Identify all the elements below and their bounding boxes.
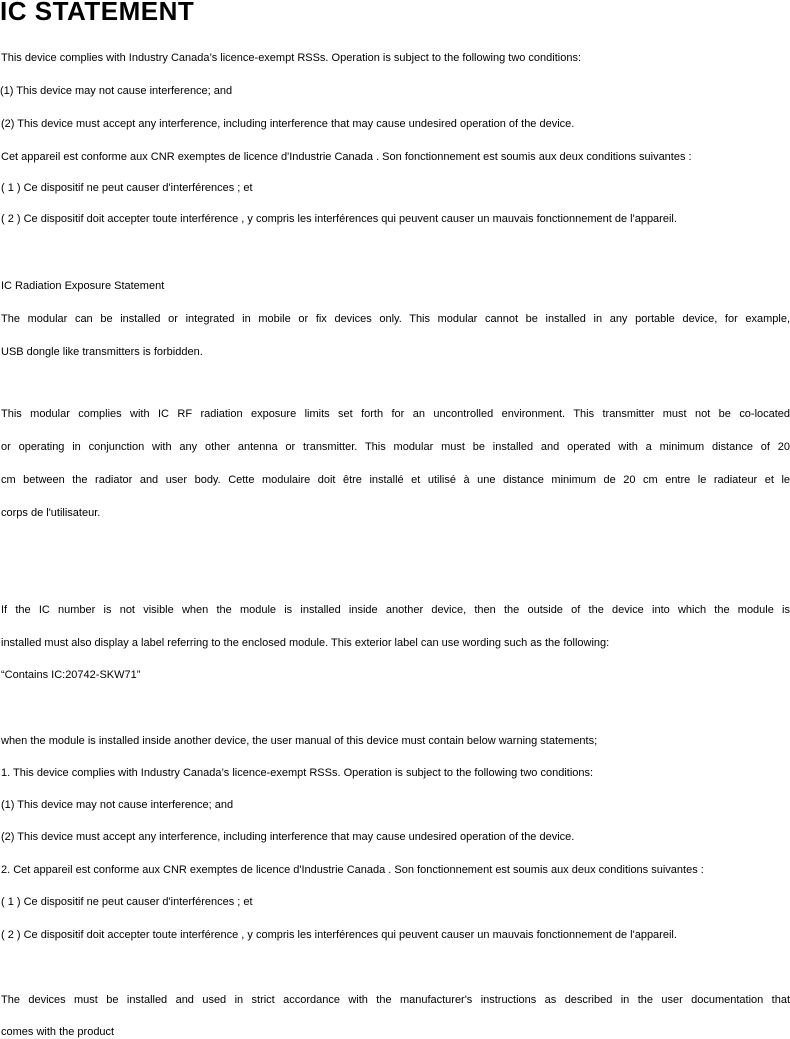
radiation-para2-line2: or operating in conjunction with any other antenna or transmitter. This modular must be installed and operated with a minimum distance of 20 (1, 441, 790, 453)
radiation-para1-line1: The modular can be installed or integrated in mobile or fix devices only. This modular cannot be installed in any portable device, for example, (1, 313, 790, 325)
closing-line1: The devices must be installed and used in strict accordance with the manufacturer's instructions as described in the user documentation that (1, 994, 790, 1006)
manual-statement-1: 1. This device complies with Industry Canada’s licence-exempt RSSs. Operation is subject to the following two conditions: (1, 767, 594, 779)
radiation-para2-line1: This modular complies with IC RF radiation exposure limits set forth for an uncontrolled environment. This transmitter must not be co-located (1, 408, 790, 420)
radiation-heading: IC Radiation Exposure Statement (1, 280, 165, 292)
ic-conditions-intro-fr: Cet appareil est conforme aux CNR exemptes de licence d'Industrie Canada . Son fonctionnement est soumis aux deux conditions suivantes : (1, 151, 692, 163)
manual-statement-1-condition-2: (2) This device must accept any interference, including interference that may cause undesired operation of the device. (1, 831, 575, 843)
ic-conditions-intro: This device complies with Industry Canada’s licence-exempt RSSs. Operation is subject to the following two conditions: (1, 52, 582, 64)
closing-line2: comes with the product (1, 1026, 115, 1038)
radiation-para2-line4: corps de l'utilisateur. (1, 507, 101, 519)
ic-condition-1: (1) This device may not cause interference; and (0, 85, 233, 97)
label-example: “Contains IC:20742-SKW71” (1, 669, 141, 681)
ic-condition-2: (2) This device must accept any interference, including interference that may cause undesired operation of the device. (1, 118, 575, 130)
label-para-line1: If the IC number is not visible when the module is installed inside another device, then the outside of the device into which the module is (1, 604, 790, 616)
ic-condition-2-fr: ( 2 ) Ce dispositif doit accepter toute interférence , y compris les interférences qui peuvent causer un mauvais fonctionnement de l'appareil. (1, 213, 677, 225)
manual-statement-2: 2. Cet appareil est conforme aux CNR exemptes de licence d'Industrie Canada . Son fonctionnement est soumis aux deux conditions suivantes : (1, 864, 704, 876)
radiation-para2-line3: cm between the radiator and user body. Cette modulaire doit être installé et utilisé à une distance minimum de 20 cm entre le radiateur et le (1, 474, 790, 486)
manual-statement-2-condition-1: ( 1 ) Ce dispositif ne peut causer d'interférences ; et (1, 896, 253, 908)
radiation-para1-line2: USB dongle like transmitters is forbidden. (1, 346, 203, 358)
manual-statement-2-condition-2: ( 2 ) Ce dispositif doit accepter toute interférence , y compris les interférences qui peuvent causer un mauvais fonctionnement de l'appareil. (1, 929, 677, 941)
ic-condition-1-fr: ( 1 ) Ce dispositif ne peut causer d'interférences ; et (1, 182, 253, 194)
label-para-line2: installed must also display a label referring to the enclosed module. This exterior label can use wording such as the following: (1, 637, 610, 649)
manual-statement-1-condition-1: (1) This device may not cause interference; and (1, 799, 234, 811)
page-title: IC STATEMENT (0, 0, 195, 26)
manual-intro: when the module is installed inside another device, the user manual of this device must contain below warning statements; (1, 735, 598, 747)
